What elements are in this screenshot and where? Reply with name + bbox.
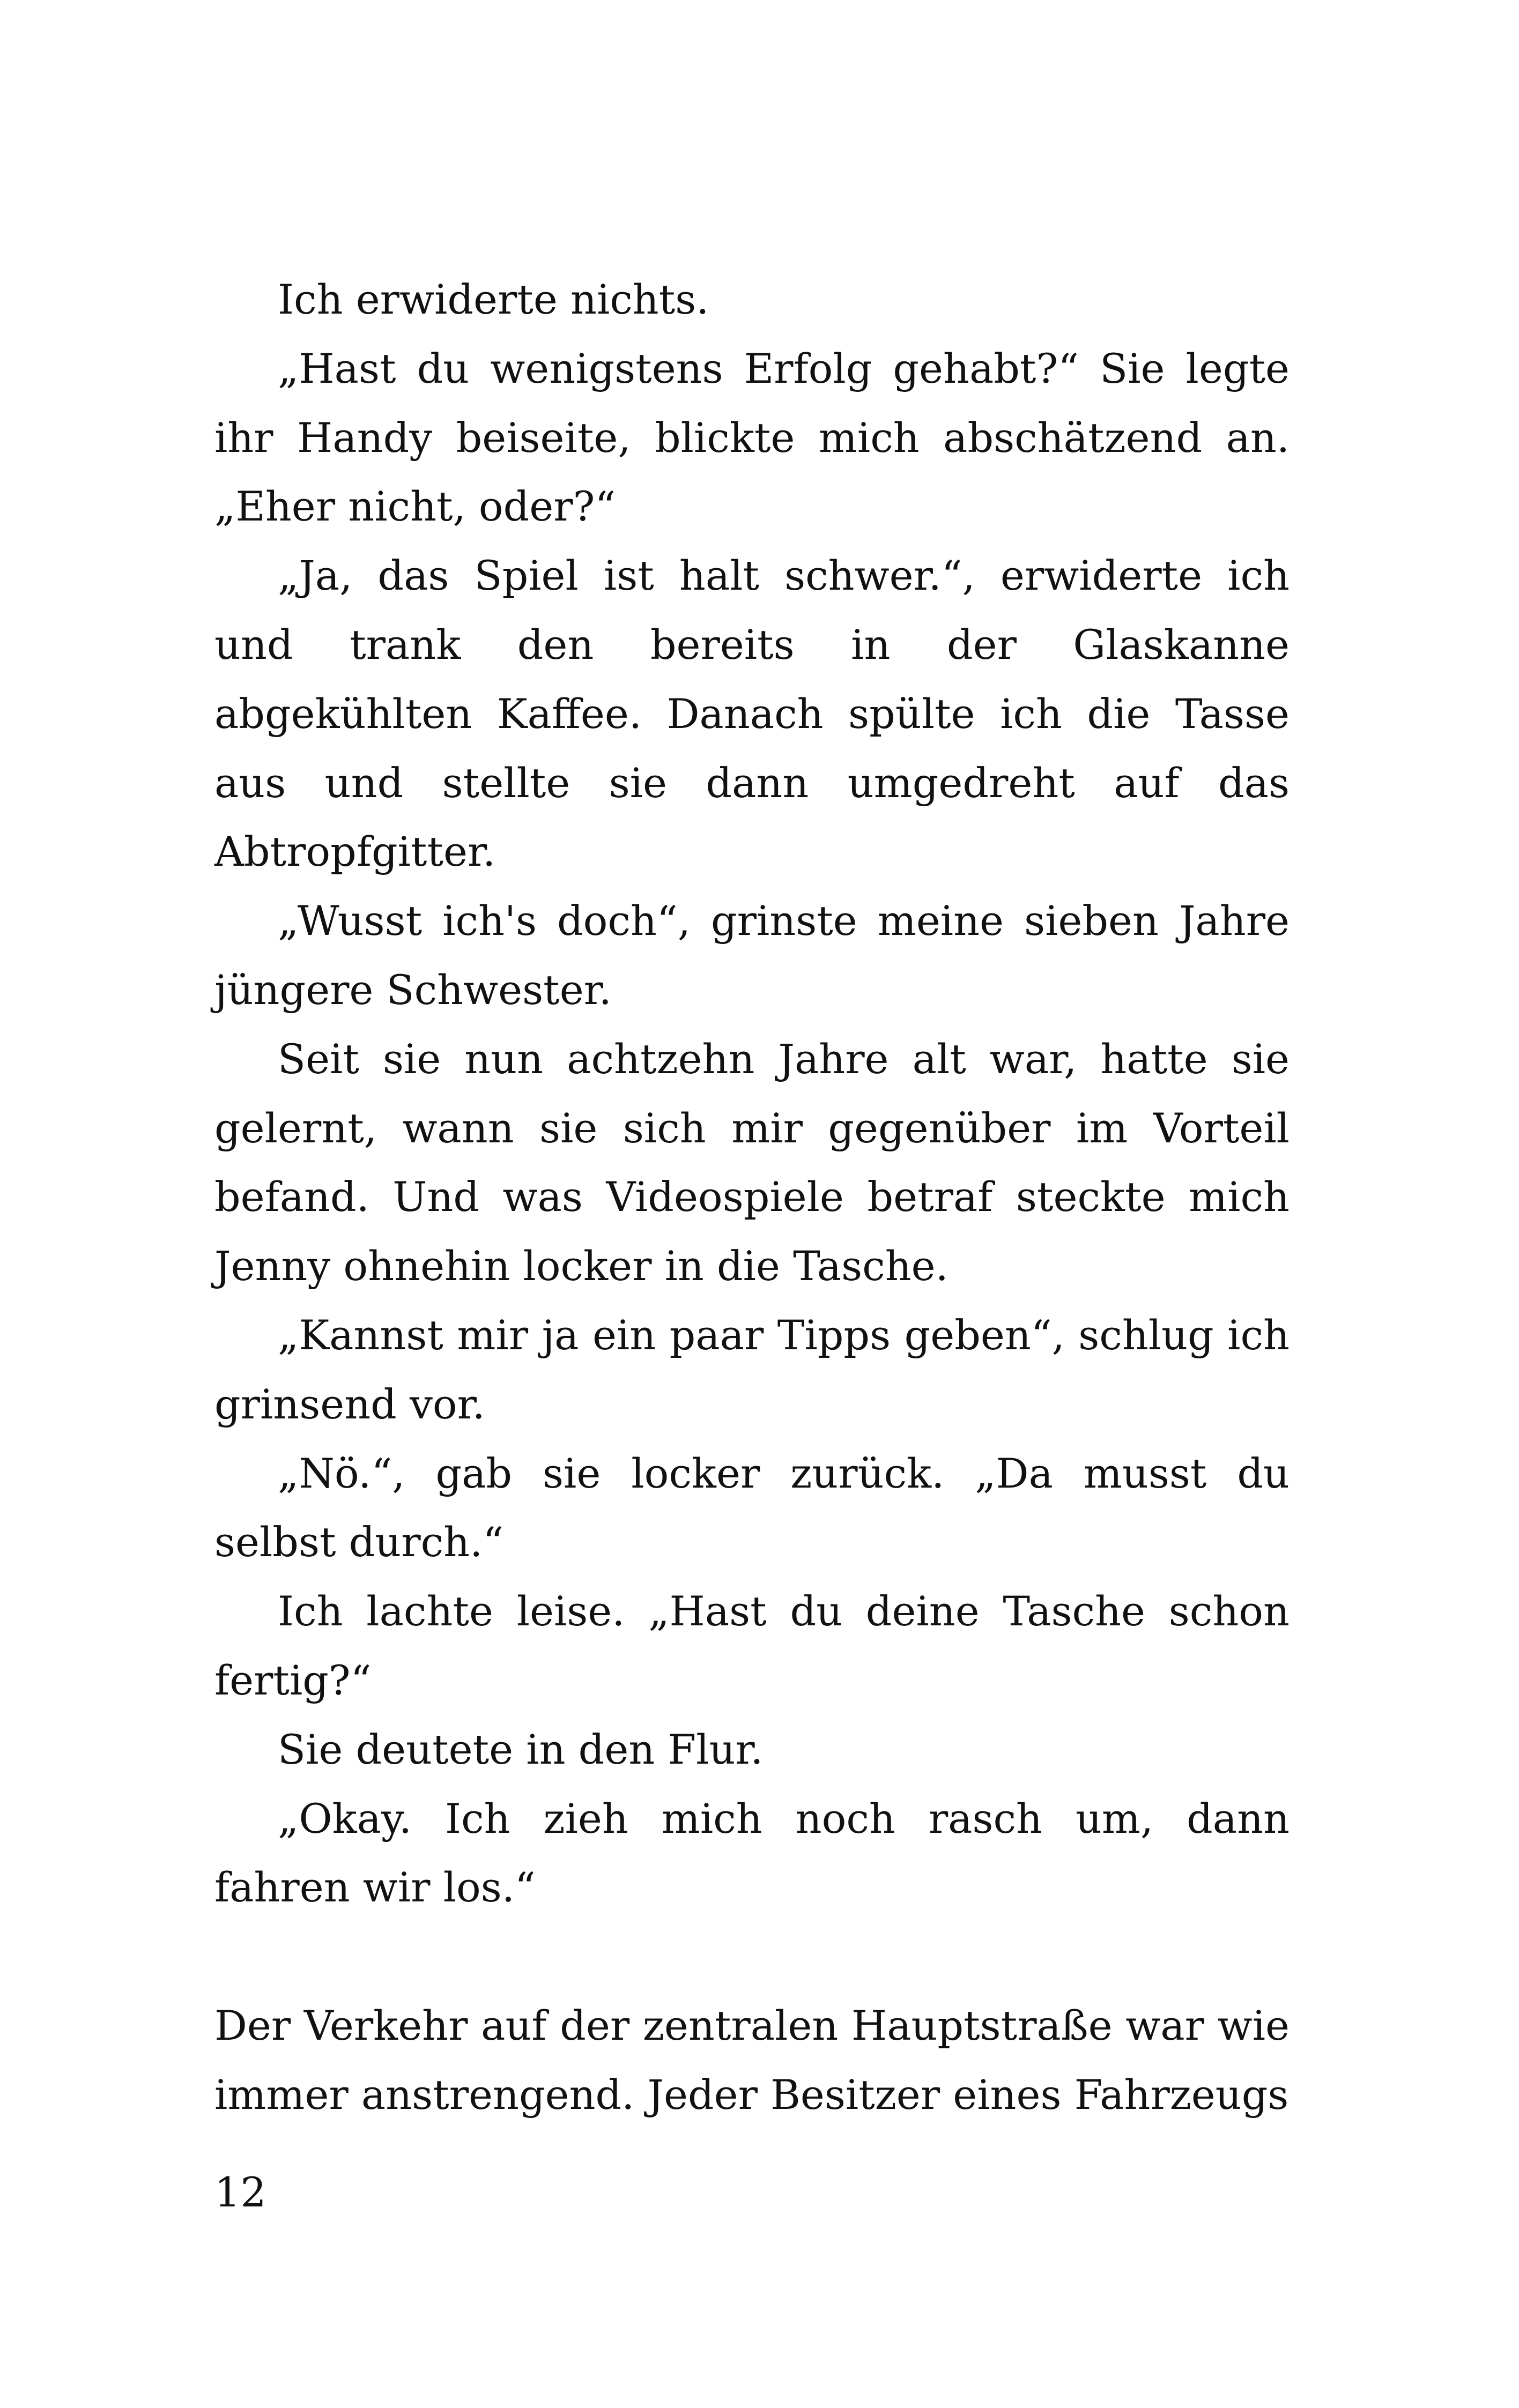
paragraph: „Wusst ich's doch“, grinste meine sieben Jahre jüngere Schwester. xyxy=(214,897,1290,1014)
paragraph: Seit sie nun achtzehn Jahre alt war, hatte sie gelernt, wann sie sich mir gegenüber im Vorteil befand. Und was Videospiele betraf steckte mich Jenny ohnehin locker in die Tasche. xyxy=(214,1035,1290,1290)
paragraph: „Hast du wenigstens Erfolg gehabt?“ Sie legte ihr Handy beiseite, blickte mich abschätzend an. „Eher nicht, oder?“ xyxy=(214,344,1290,531)
body-text xyxy=(214,265,1290,2130)
paragraph: „Kannst mir ja ein paar Tipps geben“, schlug ich grinsend vor. xyxy=(214,1311,1290,1428)
page-number: 12 xyxy=(214,2168,266,2216)
paragraph: „Nö.“, gab sie locker zurück. „Da musst du selbst durch.“ xyxy=(214,1449,1290,1566)
paragraph: Der Verkehr auf der zentralen Hauptstraße war wie immer anstrengend. Jeder Besitzer eines Fahrzeugs xyxy=(214,2001,1290,2119)
paragraph: Ich erwiderte nichts. xyxy=(278,276,709,323)
section-break xyxy=(214,1922,1290,1991)
paragraph: Ich lachte leise. „Hast du deine Tasche schon fertig?“ xyxy=(214,1587,1290,1704)
paragraph: Sie deutete in den Flur. xyxy=(278,1725,764,1773)
paragraph: „Ja, das Spiel ist halt schwer.“, erwiderte ich und trank den bereits in der Glaskanne abgekühlten Kaffee. Danach spülte ich die Tasse aus und stellte sie dann umgedreht auf das Abtropfgitter. xyxy=(214,552,1290,876)
paragraph: „Okay. Ich zieh mich noch rasch um, dann fahren wir los.“ xyxy=(214,1794,1290,1912)
